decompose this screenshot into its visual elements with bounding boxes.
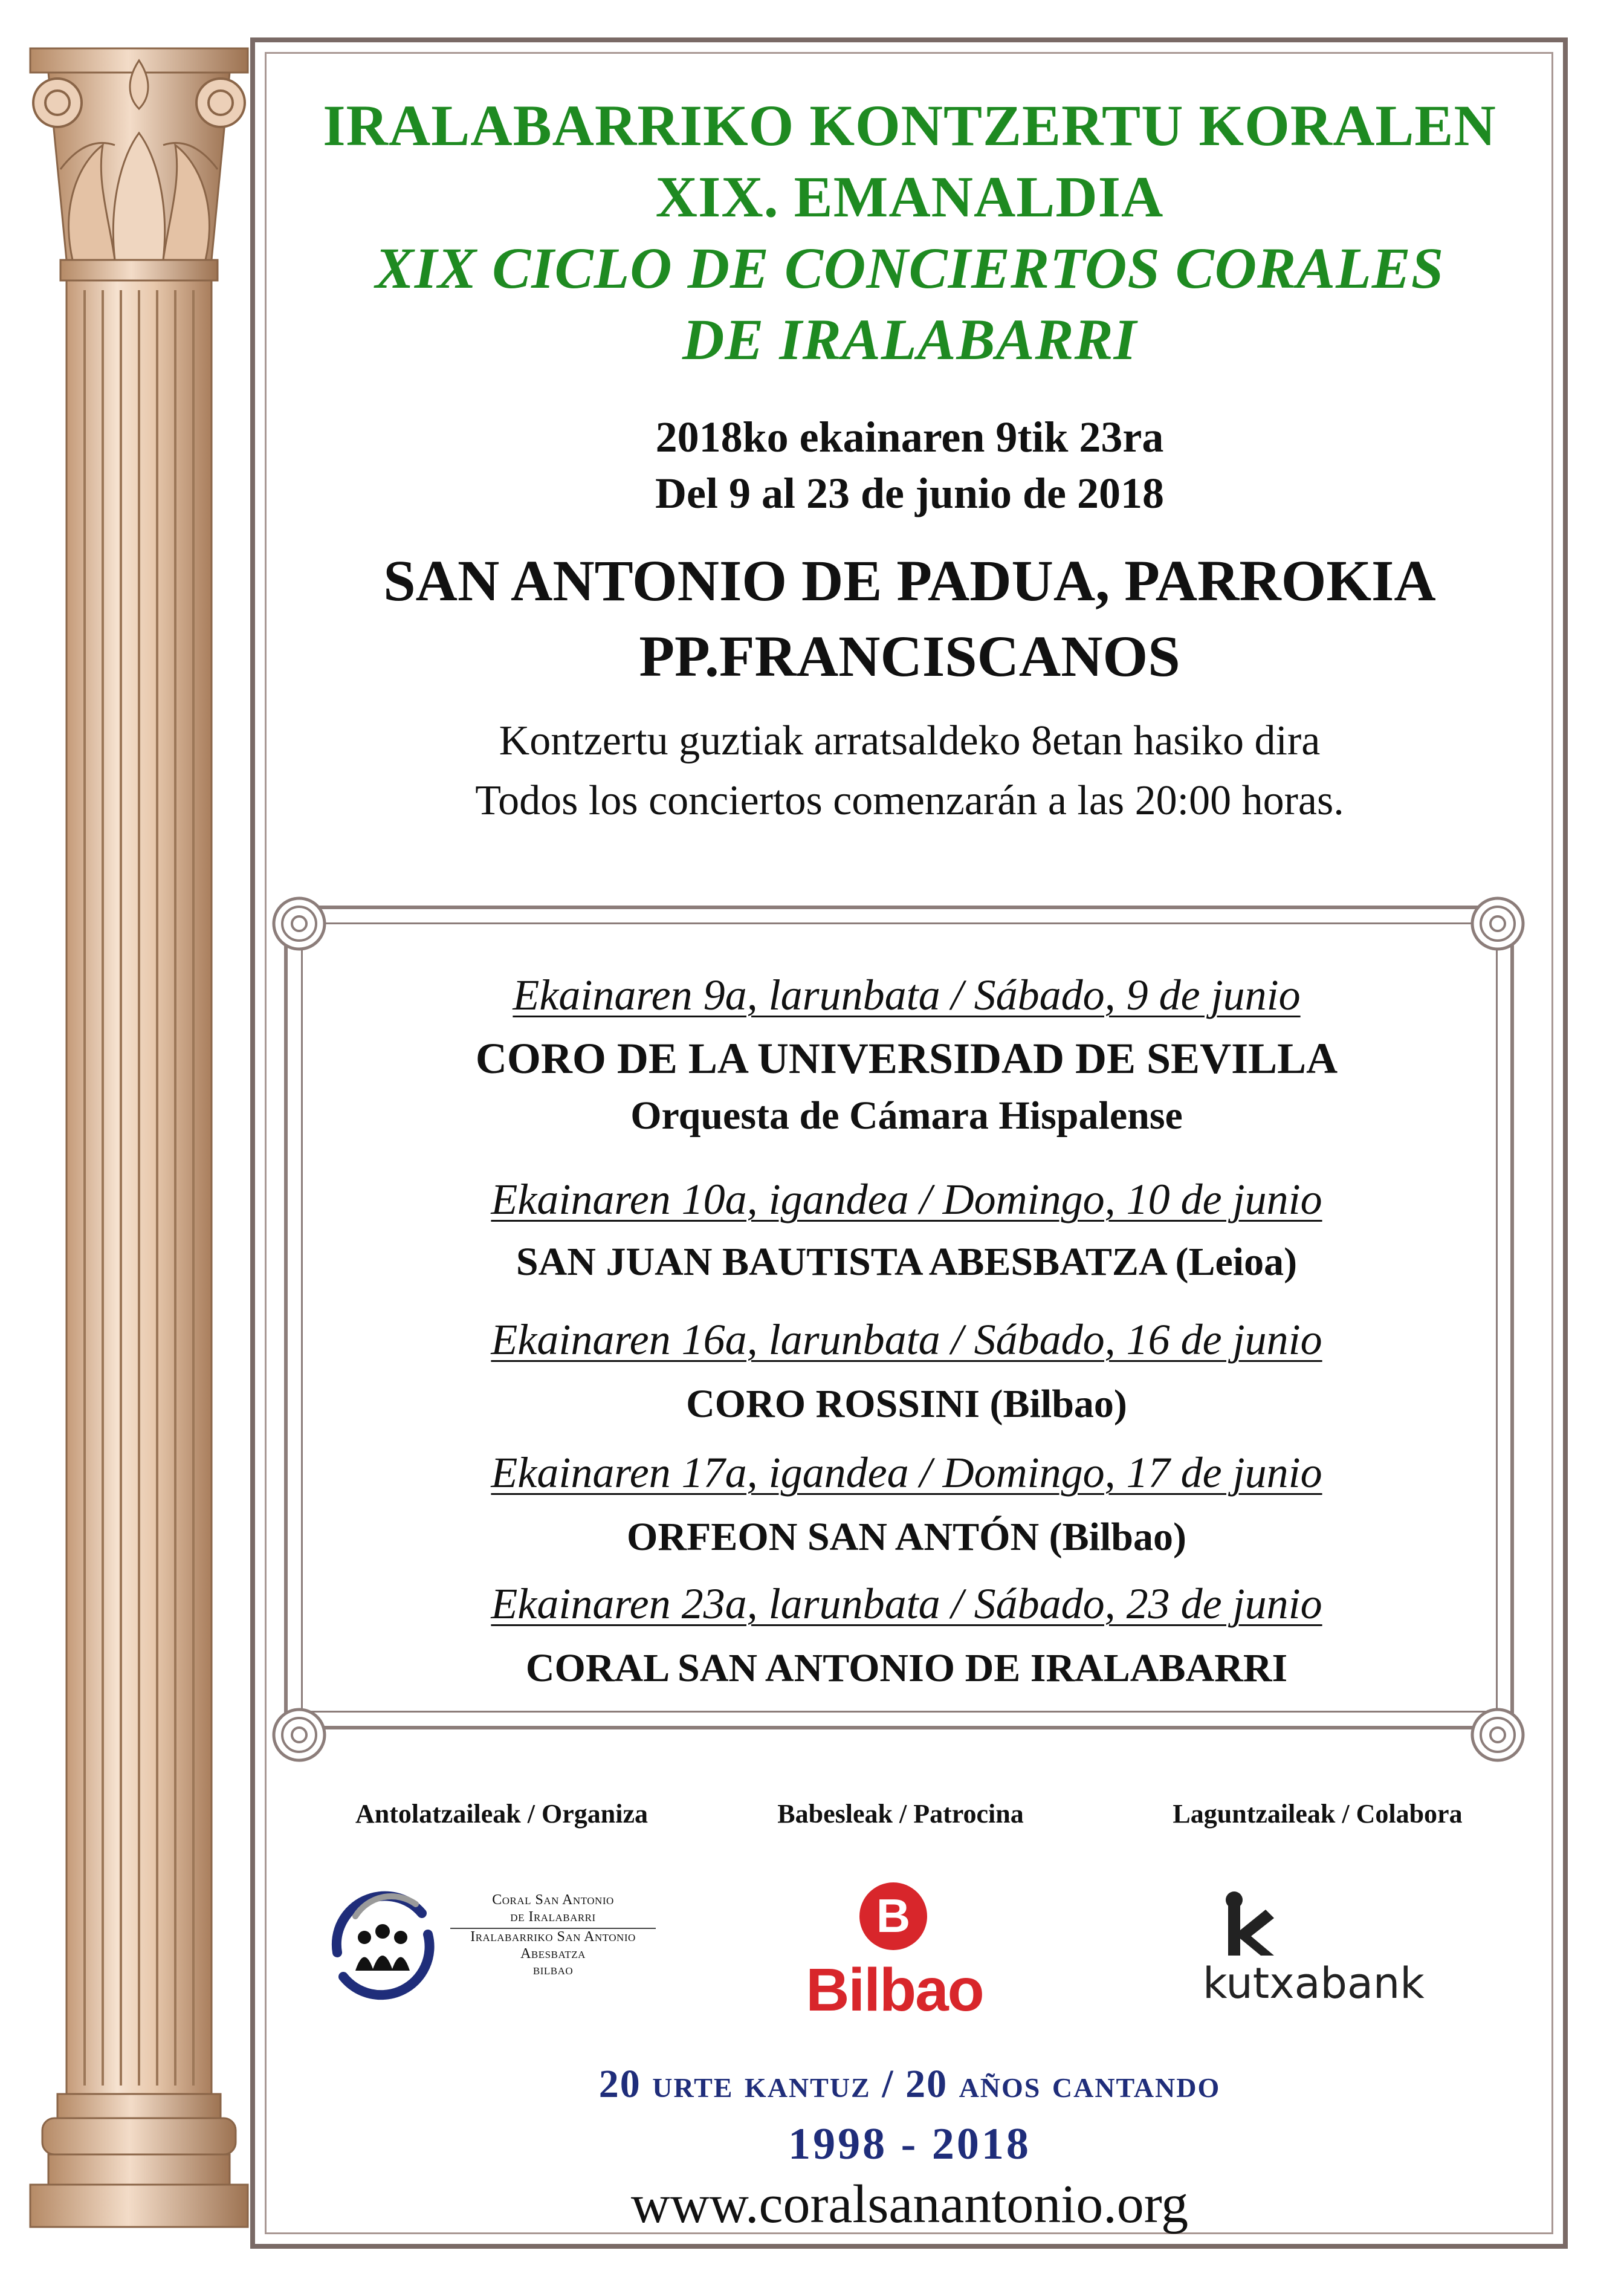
bilbao-logo-letter: B — [876, 1889, 911, 1942]
title-spanish-line2: DE IRALABARRI — [682, 307, 1137, 372]
schedule-note-spanish: Todos los conciertos comenzarán a las 20:00 horas. — [475, 777, 1344, 824]
anniversary-slogan: 20 urte kantuz / 20 años cantando — [598, 2062, 1221, 2106]
event-performer-3: CORO ROSSINI (Bilbao) — [686, 1382, 1127, 1426]
schedule-note-basque: Kontzertu guztiak arratsaldeko 8etan hasiko dira — [499, 718, 1321, 764]
kutxabank-logo-emblem — [1216, 1889, 1289, 1962]
event-date-3: Ekainaren 16a, larunbata / Sábado, 16 de junio — [491, 1315, 1322, 1364]
bilbao-logo-emblem — [857, 1880, 930, 1953]
event-performer-5: CORAL SAN ANTONIO DE IRALABARRI — [525, 1646, 1288, 1690]
collaborator-heading: Laguntzaileak / Colabora — [1173, 1799, 1463, 1829]
coral-logo-line2: de Iralabarri — [510, 1908, 596, 1925]
venue-line2: PP.FRANCISCANOS — [639, 624, 1180, 689]
event-date-5: Ekainaren 23a, larunbata / Sábado, 23 de junio — [491, 1580, 1322, 1628]
coral-logo-line1: Coral San Antonio — [492, 1892, 614, 1908]
patron-heading: Babesleak / Patrocina — [777, 1799, 1024, 1829]
bilbao-logo-name: Bilbao — [806, 1956, 983, 2024]
event-date-4: Ekainaren 17a, igandea / Domingo, 17 de junio — [491, 1448, 1322, 1497]
date-range-basque: 2018ko ekainaren 9tik 23ra — [655, 413, 1164, 461]
rosette-ornament-top-right — [1469, 895, 1527, 953]
kutxabank-logo-name: kutxabank — [1203, 1959, 1425, 2008]
event-date-1: Ekainaren 9a, larunbata / Sábado, 9 de junio — [513, 971, 1301, 1019]
event-subtitle-1: Orquesta de Cámara Hispalense — [630, 1094, 1183, 1138]
corinthian-column-illustration — [24, 24, 254, 2273]
coral-logo-line4: Abesbatza — [520, 1945, 586, 1962]
organizer-heading: Antolatzaileak / Organiza — [355, 1799, 648, 1829]
website-url[interactable]: www.coralsanantonio.org — [630, 2174, 1189, 2234]
event-date-2: Ekainaren 10a, igandea / Domingo, 10 de junio — [491, 1175, 1322, 1224]
title-basque-line2: XIX. EMANALDIA — [655, 164, 1164, 229]
anniversary-years: 1998 - 2018 — [788, 2119, 1031, 2169]
coral-san-antonio-logo-emblem — [319, 1880, 446, 2007]
rosette-ornament-bottom-right — [1469, 1706, 1527, 1764]
event-performer-1: CORO DE LA UNIVERSIDAD DE SEVILLA — [475, 1034, 1338, 1083]
title-spanish-line1: XIX CICLO DE CONCIERTOS CORALES — [375, 236, 1444, 300]
event-performer-2: SAN JUAN BAUTISTA ABESBATZA (Leioa) — [516, 1240, 1298, 1284]
coral-logo-line3: Iralabarriko San Antonio — [470, 1929, 636, 1945]
title-basque-line1: IRALABARRIKO KONTZERTU KORALEN — [323, 93, 1496, 158]
coral-san-antonio-logo-text — [444, 1892, 662, 1979]
coral-logo-line5: bilbao — [532, 1962, 574, 1979]
venue-line1: SAN ANTONIO DE PADUA, PARROKIA — [383, 548, 1436, 613]
date-range-spanish: Del 9 al 23 de junio de 2018 — [655, 469, 1165, 517]
rosette-ornament-top-left — [270, 895, 328, 953]
rosette-ornament-bottom-left — [270, 1706, 328, 1764]
event-performer-4: ORFEON SAN ANTÓN (Bilbao) — [627, 1515, 1186, 1559]
